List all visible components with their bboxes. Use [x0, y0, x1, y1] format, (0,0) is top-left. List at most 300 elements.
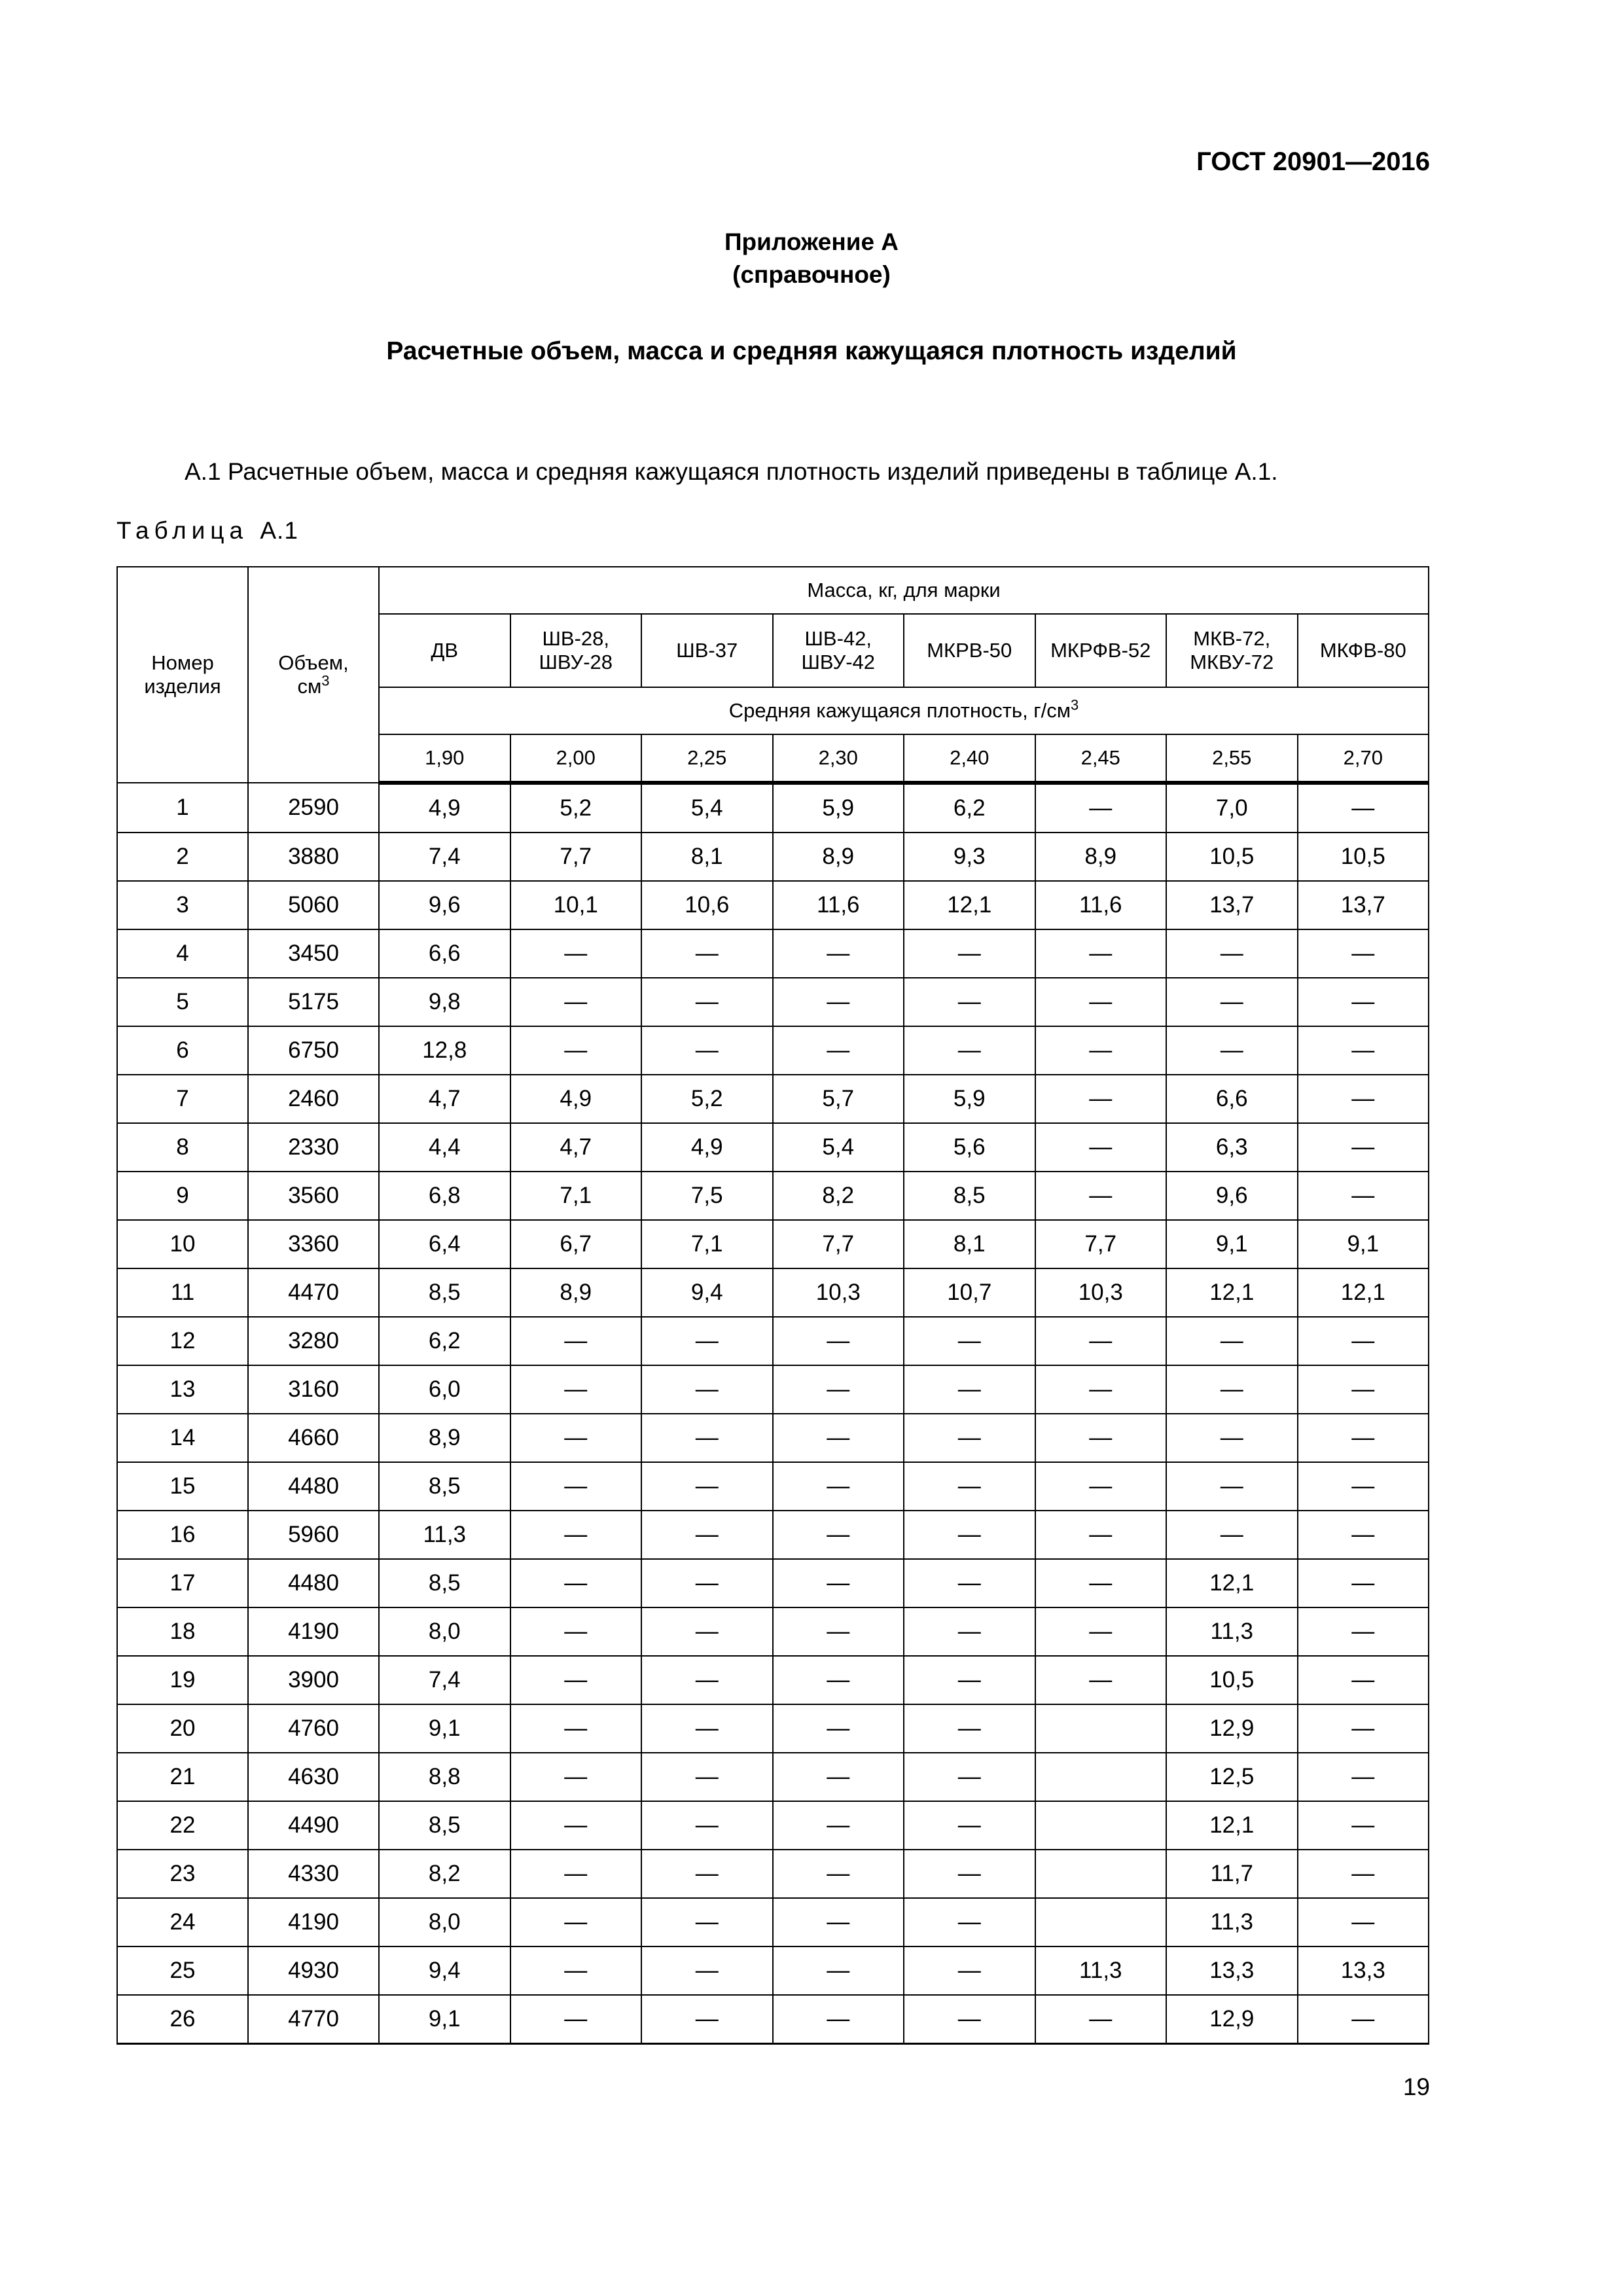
section-title: Расчетные объем, масса и средняя кажущаяся плотность изделий [386, 337, 1237, 365]
header-brand: ШВ-28, ШВУ-28 [510, 614, 642, 687]
mass-cell: 6,0 [379, 1365, 510, 1414]
mass-cell: — [1166, 1511, 1298, 1559]
mass-cell: — [1035, 929, 1167, 978]
mass-cell: — [1298, 1995, 1429, 2044]
mass-cell: — [510, 1753, 642, 1801]
volume-cell: 2590 [248, 783, 379, 833]
table-row [117, 1511, 1429, 1559]
mass-cell: 10,6 [641, 881, 773, 929]
volume-cell: 4660 [248, 1414, 379, 1462]
mass-cell: 5,4 [641, 783, 773, 833]
header-density-value: 2,40 [904, 734, 1035, 783]
mass-cell: 12,8 [379, 1026, 510, 1075]
mass-cell: — [641, 1946, 773, 1995]
table-caption [116, 517, 298, 545]
mass-cell: 8,5 [904, 1172, 1035, 1220]
standard-number: ГОСТ 20901—2016 [1196, 147, 1430, 176]
header-density-value: 1,90 [379, 734, 510, 783]
header-brand: МКВ-72, МКВУ-72 [1166, 614, 1298, 687]
mass-cell: — [1166, 1026, 1298, 1075]
mass-cell: — [510, 1898, 642, 1946]
mass-cell: — [1035, 783, 1167, 833]
mass-cell: — [510, 1559, 642, 1607]
mass-cell: — [1298, 1656, 1429, 1704]
mass-cell: 8,5 [379, 1801, 510, 1850]
mass-cell: 8,2 [773, 1172, 904, 1220]
table-row [117, 1075, 1429, 1123]
mass-cell: — [773, 1753, 904, 1801]
mass-cell: — [510, 1946, 642, 1995]
mass-cell: 9,1 [379, 1704, 510, 1753]
mass-cell: — [904, 1801, 1035, 1850]
mass-cell: 13,3 [1298, 1946, 1429, 1995]
mass-cell: — [773, 1704, 904, 1753]
mass-cell: 6,6 [379, 929, 510, 978]
mass-cell: — [641, 1559, 773, 1607]
mass-cell: — [1298, 783, 1429, 833]
mass-cell: 7,4 [379, 833, 510, 881]
item-number-cell: 2 [117, 833, 248, 881]
item-number-cell: 9 [117, 1172, 248, 1220]
mass-cell: 7,7 [510, 833, 642, 881]
mass-cell: — [641, 1511, 773, 1559]
mass-cell: — [773, 1801, 904, 1850]
item-number-cell: 19 [117, 1656, 248, 1704]
table-row [117, 1462, 1429, 1511]
mass-cell: 9,1 [1298, 1220, 1429, 1268]
mass-cell: — [904, 978, 1035, 1026]
table-body [117, 783, 1429, 2044]
mass-cell: — [773, 1317, 904, 1365]
volume-cell: 3360 [248, 1220, 379, 1268]
volume-cell: 3560 [248, 1172, 379, 1220]
table-row [117, 1850, 1429, 1898]
mass-cell: — [641, 929, 773, 978]
mass-cell: — [773, 929, 904, 978]
mass-cell: 9,3 [904, 833, 1035, 881]
mass-cell: 9,6 [379, 881, 510, 929]
mass-cell: 7,1 [510, 1172, 642, 1220]
mass-cell: — [1298, 929, 1429, 978]
table-row [117, 783, 1429, 833]
mass-cell: — [904, 1995, 1035, 2044]
mass-cell: — [1035, 1462, 1167, 1511]
mass-cell: — [1035, 1075, 1167, 1123]
mass-cell: 4,7 [379, 1075, 510, 1123]
mass-cell: 12,1 [1166, 1268, 1298, 1317]
mass-cell: — [1298, 1317, 1429, 1365]
table-row [117, 1317, 1429, 1365]
mass-cell: 12,1 [904, 881, 1035, 929]
mass-cell: — [1298, 1704, 1429, 1753]
table-row [117, 1414, 1429, 1462]
mass-cell: 11,6 [1035, 881, 1167, 929]
mass-cell: 11,7 [1166, 1850, 1298, 1898]
table-row [117, 1946, 1429, 1995]
item-number-cell: 18 [117, 1607, 248, 1656]
mass-cell: 13,7 [1298, 881, 1429, 929]
table-row [117, 1365, 1429, 1414]
header-brand: МКРФВ-52 [1035, 614, 1167, 687]
mass-cell: — [641, 1704, 773, 1753]
mass-cell: 8,5 [379, 1462, 510, 1511]
table-row [117, 1559, 1429, 1607]
header-brand: МКРВ-50 [904, 614, 1035, 687]
volume-cell: 3280 [248, 1317, 379, 1365]
mass-cell: 10,3 [1035, 1268, 1167, 1317]
item-number-cell: 26 [117, 1995, 248, 2044]
item-number-cell: 5 [117, 978, 248, 1026]
mass-cell: 8,0 [379, 1898, 510, 1946]
table-row [117, 1607, 1429, 1656]
volume-cell: 5175 [248, 978, 379, 1026]
mass-cell: — [904, 1656, 1035, 1704]
mass-cell: — [1298, 1607, 1429, 1656]
mass-cell: — [1166, 1317, 1298, 1365]
table-row [117, 1026, 1429, 1075]
mass-cell: — [1166, 978, 1298, 1026]
item-number-cell: 25 [117, 1946, 248, 1995]
mass-cell: 11,3 [1166, 1898, 1298, 1946]
table-caption-number: А.1 [260, 517, 298, 544]
mass-cell: 10,1 [510, 881, 642, 929]
mass-cell: — [904, 1365, 1035, 1414]
volume-cell: 3900 [248, 1656, 379, 1704]
mass-cell: 8,9 [1035, 833, 1167, 881]
mass-cell: — [1298, 1414, 1429, 1462]
header-density-group [379, 687, 1429, 734]
page-number: 19 [1402, 2073, 1430, 2100]
mass-cell: — [904, 1753, 1035, 1801]
item-number-cell: 8 [117, 1123, 248, 1172]
item-number-cell: 12 [117, 1317, 248, 1365]
mass-cell: 9,4 [641, 1268, 773, 1317]
mass-cell: 8,8 [379, 1753, 510, 1801]
mass-cell: 5,6 [904, 1123, 1035, 1172]
mass-cell: — [1035, 978, 1167, 1026]
header-item-number: Номер изделия [117, 567, 248, 783]
header-density-label: Средняя кажущаяся плотность, г/см [728, 699, 1071, 722]
mass-cell: 8,1 [641, 833, 773, 881]
mass-cell: — [773, 1995, 904, 2044]
volume-cell: 4760 [248, 1704, 379, 1753]
volume-cell: 2460 [248, 1075, 379, 1123]
mass-cell: — [1298, 1172, 1429, 1220]
mass-cell: — [904, 1607, 1035, 1656]
mass-cell: 7,0 [1166, 783, 1298, 833]
mass-cell: — [1035, 1559, 1167, 1607]
mass-cell: — [773, 1462, 904, 1511]
mass-cell: — [641, 1026, 773, 1075]
mass-cell: 7,5 [641, 1172, 773, 1220]
table-row [117, 1220, 1429, 1268]
item-number-cell: 21 [117, 1753, 248, 1801]
header-density-value: 2,25 [641, 734, 773, 783]
header-brand: МКФВ-80 [1298, 614, 1429, 687]
mass-cell: — [904, 929, 1035, 978]
mass-cell: — [1298, 1026, 1429, 1075]
table-header [117, 567, 1429, 783]
mass-cell: 12,1 [1166, 1559, 1298, 1607]
mass-cell: — [773, 1365, 904, 1414]
mass-cell: 12,5 [1166, 1753, 1298, 1801]
mass-cell: — [641, 1753, 773, 1801]
mass-cell: — [904, 1898, 1035, 1946]
mass-cell: — [773, 1656, 904, 1704]
mass-cell: — [1035, 1365, 1167, 1414]
item-number-cell: 11 [117, 1268, 248, 1317]
mass-cell: — [641, 978, 773, 1026]
volume-cell: 6750 [248, 1026, 379, 1075]
mass-cell: — [1298, 1365, 1429, 1414]
mass-cell: 12,1 [1298, 1268, 1429, 1317]
mass-cell: 8,0 [379, 1607, 510, 1656]
mass-cell: 13,7 [1166, 881, 1298, 929]
mass-cell: — [510, 1850, 642, 1898]
mass-cell: 6,2 [904, 783, 1035, 833]
item-number-cell: 4 [117, 929, 248, 978]
mass-cell: — [904, 1317, 1035, 1365]
mass-cell: 7,4 [379, 1656, 510, 1704]
mass-cell: — [1035, 1172, 1167, 1220]
volume-cell: 4480 [248, 1462, 379, 1511]
mass-cell: — [1035, 1511, 1167, 1559]
mass-cell: 4,9 [379, 783, 510, 833]
item-number-cell: 13 [117, 1365, 248, 1414]
mass-cell: — [773, 1559, 904, 1607]
mass-cell [1035, 1801, 1167, 1850]
mass-cell: 9,1 [1166, 1220, 1298, 1268]
header-density-value: 2,70 [1298, 734, 1429, 783]
mass-cell: 4,4 [379, 1123, 510, 1172]
mass-cell: — [1035, 1026, 1167, 1075]
mass-cell: 5,4 [773, 1123, 904, 1172]
mass-cell: 7,7 [773, 1220, 904, 1268]
volume-cell: 2330 [248, 1123, 379, 1172]
table-row [117, 833, 1429, 881]
mass-cell: — [773, 1898, 904, 1946]
mass-cell: 6,4 [379, 1220, 510, 1268]
mass-cell: — [641, 1365, 773, 1414]
mass-cell: 6,7 [510, 1220, 642, 1268]
mass-cell [1035, 1753, 1167, 1801]
mass-cell: — [773, 1607, 904, 1656]
mass-cell: — [510, 1317, 642, 1365]
mass-cell: — [1298, 1850, 1429, 1898]
volume-cell: 5960 [248, 1511, 379, 1559]
mass-cell: 4,9 [641, 1123, 773, 1172]
volume-cell: 3160 [248, 1365, 379, 1414]
mass-cell: 8,9 [773, 833, 904, 881]
mass-cell: 13,3 [1166, 1946, 1298, 1995]
volume-cell: 4930 [248, 1946, 379, 1995]
mass-cell [1035, 1898, 1167, 1946]
mass-cell: — [510, 1995, 642, 2044]
mass-cell: — [510, 978, 642, 1026]
table-row [117, 1656, 1429, 1704]
item-number-cell: 24 [117, 1898, 248, 1946]
appendix-heading [0, 226, 1623, 291]
intro-paragraph: А.1 Расчетные объем, масса и средняя кажущаяся плотность изделий приведены в таблице А.1. [185, 458, 1278, 485]
mass-cell: 10,7 [904, 1268, 1035, 1317]
mass-cell: — [641, 1607, 773, 1656]
header-mass-group: Масса, кг, для марки [379, 567, 1429, 614]
mass-cell: 5,9 [904, 1075, 1035, 1123]
mass-cell: — [1166, 1462, 1298, 1511]
mass-cell: — [1035, 1123, 1167, 1172]
mass-cell: — [904, 1946, 1035, 1995]
mass-cell: 10,5 [1166, 833, 1298, 881]
mass-cell [1035, 1850, 1167, 1898]
volume-cell: 3880 [248, 833, 379, 881]
mass-cell: — [904, 1026, 1035, 1075]
item-number-cell: 17 [117, 1559, 248, 1607]
item-number-cell: 10 [117, 1220, 248, 1268]
table-row [117, 1268, 1429, 1317]
mass-cell: — [773, 1026, 904, 1075]
header-volume-sup: 3 [321, 672, 330, 689]
mass-cell: — [1298, 1898, 1429, 1946]
mass-cell: — [1166, 1365, 1298, 1414]
table-row [117, 1801, 1429, 1850]
appendix-title: Приложение А [724, 228, 899, 255]
table-row [117, 1172, 1429, 1220]
item-number-cell: 14 [117, 1414, 248, 1462]
volume-cell: 5060 [248, 881, 379, 929]
mass-cell: — [1298, 1123, 1429, 1172]
table-row [117, 929, 1429, 978]
header-density-sup: 3 [1071, 696, 1079, 713]
header-brand: ШВ-42, ШВУ-42 [773, 614, 904, 687]
mass-cell: 8,9 [510, 1268, 642, 1317]
header-brand: ШВ-37 [641, 614, 773, 687]
item-number-cell: 7 [117, 1075, 248, 1123]
mass-cell: — [510, 1414, 642, 1462]
item-number-cell: 20 [117, 1704, 248, 1753]
mass-cell: 6,2 [379, 1317, 510, 1365]
mass-cell: 9,4 [379, 1946, 510, 1995]
volume-cell: 4770 [248, 1995, 379, 2044]
mass-cell: — [641, 1898, 773, 1946]
item-number-cell: 1 [117, 783, 248, 833]
mass-cell: — [904, 1462, 1035, 1511]
table-row [117, 1995, 1429, 2044]
mass-cell: 6,6 [1166, 1075, 1298, 1123]
mass-cell: — [1298, 1801, 1429, 1850]
mass-cell: — [641, 1995, 773, 2044]
header-volume [248, 567, 379, 783]
mass-cell: 11,6 [773, 881, 904, 929]
appendix-subtitle: (справочное) [732, 261, 891, 288]
table-row [117, 978, 1429, 1026]
mass-cell: — [1035, 1656, 1167, 1704]
volume-cell: 3450 [248, 929, 379, 978]
mass-cell: — [1035, 1414, 1167, 1462]
table-row [117, 1704, 1429, 1753]
mass-cell: — [1166, 929, 1298, 978]
table-caption-label: Таблица [116, 517, 249, 544]
item-number-cell: 3 [117, 881, 248, 929]
mass-cell: — [773, 1414, 904, 1462]
mass-cell: — [510, 1656, 642, 1704]
mass-cell: — [641, 1801, 773, 1850]
item-number-cell: 16 [117, 1511, 248, 1559]
item-number-cell: 22 [117, 1801, 248, 1850]
mass-cell: 11,3 [1035, 1946, 1167, 1995]
item-number-cell: 23 [117, 1850, 248, 1898]
mass-cell: — [510, 929, 642, 978]
mass-cell: 6,8 [379, 1172, 510, 1220]
mass-cell: — [1298, 1511, 1429, 1559]
header-density-value: 2,55 [1166, 734, 1298, 783]
mass-cell: 11,3 [1166, 1607, 1298, 1656]
mass-cell: — [904, 1511, 1035, 1559]
mass-cell: 8,5 [379, 1559, 510, 1607]
mass-cell: — [510, 1704, 642, 1753]
mass-cell: 4,9 [510, 1075, 642, 1123]
volume-cell: 4190 [248, 1898, 379, 1946]
mass-cell: 8,9 [379, 1414, 510, 1462]
mass-cell: 5,7 [773, 1075, 904, 1123]
header-volume-label: Объем, см [278, 651, 349, 698]
mass-cell: 9,1 [379, 1995, 510, 2044]
volume-cell: 4470 [248, 1268, 379, 1317]
item-number-cell: 15 [117, 1462, 248, 1511]
mass-cell: 8,1 [904, 1220, 1035, 1268]
volume-cell: 4630 [248, 1753, 379, 1801]
header-density-value: 2,30 [773, 734, 904, 783]
mass-cell: — [641, 1656, 773, 1704]
mass-cell: — [773, 1850, 904, 1898]
mass-cell: — [1298, 978, 1429, 1026]
mass-cell: — [1035, 1607, 1167, 1656]
item-number-cell: 6 [117, 1026, 248, 1075]
mass-cell: 6,3 [1166, 1123, 1298, 1172]
mass-cell: 12,9 [1166, 1704, 1298, 1753]
mass-cell: 11,3 [379, 1511, 510, 1559]
mass-cell: 5,2 [510, 783, 642, 833]
mass-cell: 12,1 [1166, 1801, 1298, 1850]
mass-cell: — [1298, 1753, 1429, 1801]
mass-cell: — [904, 1704, 1035, 1753]
data-table [116, 566, 1429, 2045]
mass-cell: — [773, 978, 904, 1026]
mass-cell: 10,5 [1166, 1656, 1298, 1704]
table-row [117, 1123, 1429, 1172]
header-brand: ДВ [379, 614, 510, 687]
volume-cell: 4330 [248, 1850, 379, 1898]
mass-cell: 8,2 [379, 1850, 510, 1898]
mass-cell: — [510, 1026, 642, 1075]
mass-cell: 10,3 [773, 1268, 904, 1317]
mass-cell: — [510, 1607, 642, 1656]
mass-cell: — [641, 1317, 773, 1365]
mass-cell: 12,9 [1166, 1995, 1298, 2044]
mass-cell: — [773, 1946, 904, 1995]
mass-cell: — [1298, 1462, 1429, 1511]
mass-cell: 8,5 [379, 1268, 510, 1317]
mass-cell: 10,5 [1298, 833, 1429, 881]
mass-cell: 9,8 [379, 978, 510, 1026]
header-density-value: 2,00 [510, 734, 642, 783]
mass-cell: — [641, 1414, 773, 1462]
mass-cell: 9,6 [1166, 1172, 1298, 1220]
mass-cell: — [1166, 1414, 1298, 1462]
table-row [117, 1753, 1429, 1801]
table-row [117, 881, 1429, 929]
volume-cell: 4490 [248, 1801, 379, 1850]
volume-cell: 4190 [248, 1607, 379, 1656]
